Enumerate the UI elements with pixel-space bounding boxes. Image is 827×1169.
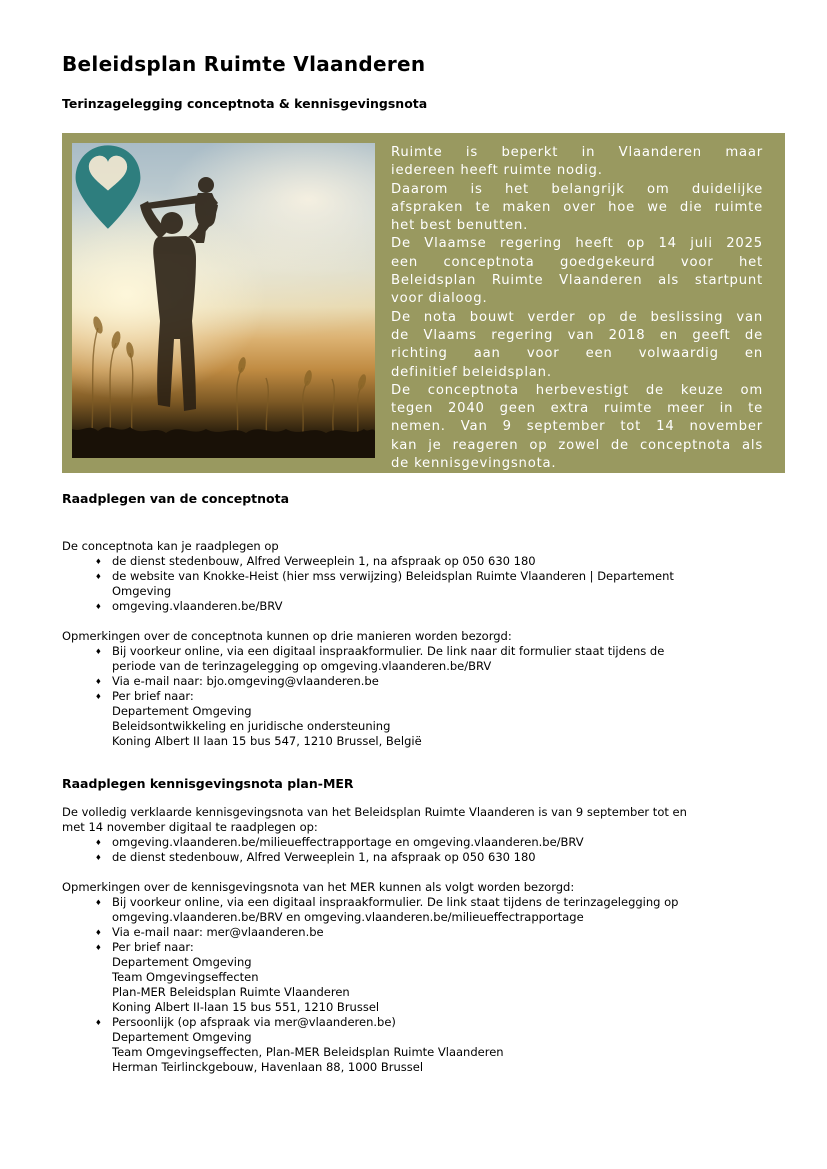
hero-text-line: De nota bouwt verder op de beslissing van bbox=[391, 309, 763, 325]
bullet-diamond-icon: ♦ bbox=[95, 677, 102, 686]
location-heart-pin-icon bbox=[72, 143, 144, 231]
section2-heading: Raadplegen kennisgevingsnota plan-MER bbox=[62, 776, 354, 791]
list-item-text bbox=[112, 835, 785, 850]
text-line: De volledig verklaarde kennisgevingsnota van het Beleidsplan Ruimte Vlaanderen is van 9 september tot en bbox=[62, 805, 687, 819]
list-item bbox=[95, 569, 785, 599]
section2-list2 bbox=[62, 895, 785, 1075]
list-item-text bbox=[112, 554, 785, 569]
hero-text-line: richting aan voor een volwaardig en bbox=[391, 346, 763, 362]
hero-text-line: de Vlaams regering van 2018 en geeft de bbox=[391, 327, 763, 343]
text-line: Bij voorkeur online, via een digitaal inspraakformulier. De link naar dit formulier staat tijdens de bbox=[112, 644, 665, 658]
list-item bbox=[95, 1015, 785, 1075]
page-subtitle: Terinzagelegging conceptnota & kennisgevingsnota bbox=[62, 96, 428, 111]
text-line: Departement Omgeving bbox=[112, 704, 252, 718]
text-line: omgeving.vlaanderen.be/milieueffectrapportage en omgeving.vlaanderen.be/BRV bbox=[112, 835, 584, 849]
list-item bbox=[95, 895, 785, 925]
hero-text-line: tegen 2040 geen extra ruimte meer in te bbox=[391, 401, 763, 417]
text-line: omgeving.vlaanderen.be/BRV en omgeving.vlaanderen.be/milieueffectrapportage bbox=[112, 910, 584, 924]
list-item bbox=[95, 940, 785, 1015]
text-line: Departement Omgeving bbox=[112, 955, 252, 969]
section1-intro2: Opmerkingen over de conceptnota kunnen op drie manieren worden bezorgd: bbox=[62, 629, 512, 643]
hero-text-line: nemen. Van 9 september tot 14 november bbox=[391, 419, 763, 435]
text-line: Koning Albert II laan 15 bus 547, 1210 Brussel, België bbox=[112, 734, 422, 748]
bullet-diamond-icon: ♦ bbox=[95, 853, 102, 862]
list-item-text bbox=[112, 940, 785, 1015]
text-line: de dienst stedenbouw, Alfred Verweeplein 1, na afspraak op 050 630 180 bbox=[112, 850, 536, 864]
page-title: Beleidsplan Ruimte Vlaanderen bbox=[62, 52, 426, 76]
list-item bbox=[95, 835, 785, 850]
list-item-text bbox=[112, 569, 785, 599]
hero-photo bbox=[72, 143, 375, 458]
text-line: Bij voorkeur online, via een digitaal inspraakformulier. De link staat tijdens de terinzagelegging op bbox=[112, 895, 679, 909]
section2-intro bbox=[62, 805, 785, 835]
hero-text-line: kan je reageren op zowel de conceptnota als bbox=[391, 437, 763, 453]
text-line: Herman Teirlinckgebouw, Havenlaan 88, 1000 Brussel bbox=[112, 1060, 424, 1074]
bullet-diamond-icon: ♦ bbox=[95, 572, 102, 581]
hero-text-line: voor dialoog. bbox=[391, 291, 488, 307]
list-item-text bbox=[112, 850, 785, 865]
text-line: Persoonlijk (op afspraak via mer@vlaanderen.be) bbox=[112, 1015, 396, 1029]
text-line: omgeving.vlaanderen.be/BRV bbox=[112, 599, 283, 613]
section1-heading: Raadplegen van de conceptnota bbox=[62, 491, 290, 506]
bullet-diamond-icon: ♦ bbox=[95, 943, 102, 952]
hero-text-line: een conceptnota goedgekeurd voor het bbox=[391, 254, 763, 270]
hero-text-line: De conceptnota herbevestigt de keuze om bbox=[391, 382, 763, 398]
bullet-diamond-icon: ♦ bbox=[95, 602, 102, 611]
text-line: Via e-mail naar: bjo.omgeving@vlaanderen.be bbox=[112, 674, 379, 688]
list-item-text bbox=[112, 599, 785, 614]
list-item bbox=[95, 850, 785, 865]
list-item bbox=[95, 554, 785, 569]
list-item-text bbox=[112, 895, 785, 925]
bullet-diamond-icon: ♦ bbox=[95, 1018, 102, 1027]
list-item-text bbox=[112, 1015, 785, 1075]
text-line: Team Omgevingseffecten, Plan-MER Beleidsplan Ruimte Vlaanderen bbox=[112, 1045, 504, 1059]
section2-list1 bbox=[62, 835, 785, 865]
hero-text-line: de kennisgevingsnota. bbox=[391, 456, 557, 472]
hero-text-line: Beleidsplan Ruimte Vlaanderen als startpunt bbox=[391, 273, 763, 289]
text-line: met 14 november digitaal te raadplegen op: bbox=[62, 820, 318, 834]
text-line: de dienst stedenbouw, Alfred Verweeplein 1, na afspraak op 050 630 180 bbox=[112, 554, 536, 568]
list-item bbox=[95, 599, 785, 614]
list-item bbox=[95, 674, 785, 689]
bullet-diamond-icon: ♦ bbox=[95, 838, 102, 847]
text-line: Departement Omgeving bbox=[112, 1030, 252, 1044]
bullet-diamond-icon: ♦ bbox=[95, 928, 102, 937]
hero-text-line: Ruimte is beperkt in Vlaanderen maar bbox=[391, 145, 763, 160]
text-line: Koning Albert II-laan 15 bus 551, 1210 Brussel bbox=[112, 1000, 380, 1014]
hero-text-line: afspraken te maken over hoe we die ruimte bbox=[391, 199, 763, 215]
text-line: Omgeving bbox=[112, 584, 172, 598]
hero-text bbox=[391, 143, 763, 472]
bullet-diamond-icon: ♦ bbox=[95, 647, 102, 656]
list-item bbox=[95, 925, 785, 940]
text-line: Via e-mail naar: mer@vlaanderen.be bbox=[112, 925, 324, 939]
text-line: de website van Knokke-Heist (hier mss verwijzing) Beleidsplan Ruimte Vlaanderen | Departement bbox=[112, 569, 674, 583]
list-item-text bbox=[112, 674, 785, 689]
list-item-text bbox=[112, 689, 785, 749]
section1-list1 bbox=[62, 554, 785, 614]
section2-intro2: Opmerkingen over de kennisgevingsnota van het MER kunnen als volgt worden bezorgd: bbox=[62, 880, 575, 894]
section1-list2 bbox=[62, 644, 785, 749]
section1-intro: De conceptnota kan je raadplegen op bbox=[62, 539, 279, 553]
hero-text-line: definitief beleidsplan. bbox=[391, 364, 552, 380]
list-item bbox=[95, 644, 785, 674]
text-line: Per brief naar: bbox=[112, 940, 194, 954]
text-line: Beleidsontwikkeling en juridische ondersteuning bbox=[112, 719, 391, 733]
hero-text-line: het best benutten. bbox=[391, 218, 529, 234]
bullet-diamond-icon: ♦ bbox=[95, 692, 102, 701]
hero-text-line: Daarom is het belangrijk om duidelijke bbox=[391, 181, 763, 197]
hero-text-line: iedereen heeft ruimte nodig. bbox=[391, 163, 603, 179]
text-line: periode van de terinzagelegging op omgeving.vlaanderen.be/BRV bbox=[112, 659, 492, 673]
text-line: Team Omgevingseffecten bbox=[112, 970, 259, 984]
hero-text-line: De Vlaamse regering heeft op 14 juli 2025 bbox=[391, 236, 763, 252]
hero-banner bbox=[62, 133, 785, 473]
bullet-diamond-icon: ♦ bbox=[95, 898, 102, 907]
bullet-diamond-icon: ♦ bbox=[95, 557, 102, 566]
list-item-text bbox=[112, 644, 785, 674]
list-item bbox=[95, 689, 785, 749]
text-line: Per brief naar: bbox=[112, 689, 194, 703]
text-line: Plan-MER Beleidsplan Ruimte Vlaanderen bbox=[112, 985, 350, 999]
list-item-text bbox=[112, 925, 785, 940]
